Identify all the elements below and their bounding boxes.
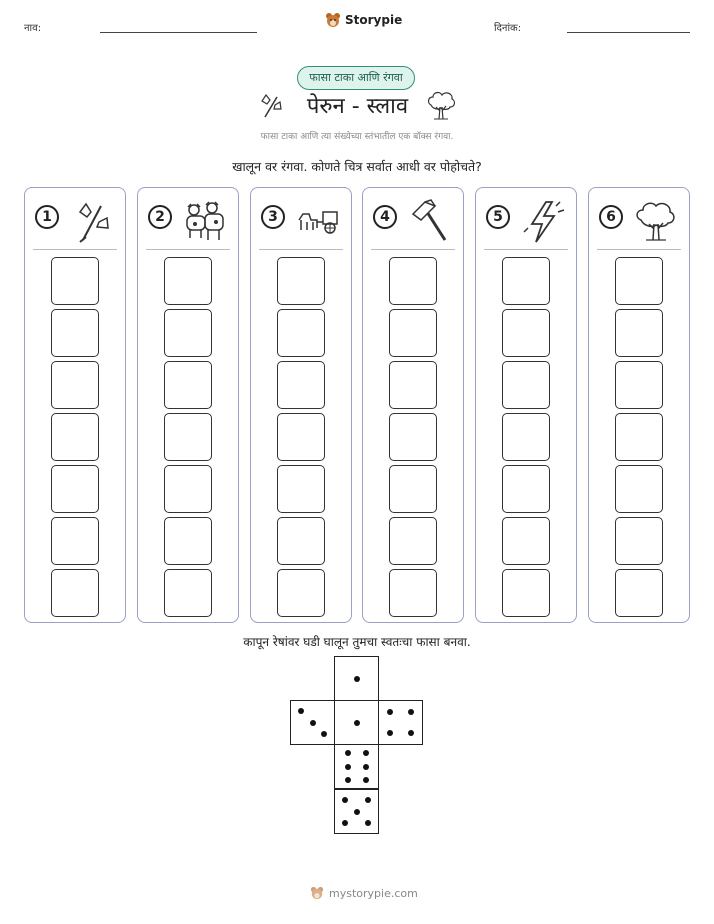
die-face-top xyxy=(334,656,379,701)
color-box[interactable] xyxy=(615,413,663,461)
column-6 xyxy=(588,187,690,623)
bear-logo-icon xyxy=(325,12,341,28)
die-pip xyxy=(363,764,369,770)
color-box[interactable] xyxy=(51,465,99,513)
die-pip xyxy=(298,708,304,714)
color-box[interactable] xyxy=(502,413,550,461)
color-box[interactable] xyxy=(51,309,99,357)
color-box[interactable] xyxy=(51,413,99,461)
color-box[interactable] xyxy=(502,569,550,617)
die-pip xyxy=(321,731,327,737)
storypie-logo xyxy=(325,12,402,28)
die-pip xyxy=(342,797,348,803)
die-face-left xyxy=(290,700,335,745)
column-2 xyxy=(137,187,239,623)
activity-pill: फासा टाका आणि रंगवा xyxy=(297,66,415,90)
die-pip xyxy=(345,764,351,770)
name-label: नाव: xyxy=(24,23,42,34)
color-box[interactable] xyxy=(164,257,212,305)
die-pip xyxy=(365,797,371,803)
page-title: पेरुन - स्लाव xyxy=(306,94,409,119)
oak-tree-icon xyxy=(425,89,457,121)
color-box[interactable] xyxy=(502,361,550,409)
color-box[interactable] xyxy=(502,309,550,357)
column-divider xyxy=(371,249,455,250)
column-number: 3 xyxy=(261,205,285,229)
die-pip xyxy=(354,720,360,726)
column-divider xyxy=(259,249,343,250)
subtitle: फासा टाका आणि त्या संख्येच्या स्तंभातील एक बॉक्स रंगवा. xyxy=(260,132,454,142)
color-box[interactable] xyxy=(277,361,325,409)
date-label: दिनांक: xyxy=(494,23,522,34)
column-3 xyxy=(250,187,352,623)
color-box[interactable] xyxy=(502,465,550,513)
column-divider xyxy=(33,249,117,250)
lightning-icon xyxy=(520,198,566,244)
color-box[interactable] xyxy=(164,465,212,513)
color-box[interactable] xyxy=(164,569,212,617)
die-pip xyxy=(310,720,316,726)
horse-cart-icon xyxy=(295,198,341,244)
color-box[interactable] xyxy=(615,309,663,357)
die-pip xyxy=(345,750,351,756)
oak-tree-icon xyxy=(633,198,679,244)
color-box[interactable] xyxy=(615,517,663,565)
color-box[interactable] xyxy=(389,465,437,513)
die-pip xyxy=(365,820,371,826)
column-number: 1 xyxy=(35,205,59,229)
color-box[interactable] xyxy=(615,569,663,617)
color-box[interactable] xyxy=(615,361,663,409)
column-divider xyxy=(146,249,230,250)
color-box[interactable] xyxy=(502,517,550,565)
axe-icon xyxy=(69,198,115,244)
die-pip xyxy=(387,730,393,736)
die-pip xyxy=(354,676,360,682)
color-box[interactable] xyxy=(389,569,437,617)
color-box[interactable] xyxy=(164,517,212,565)
die-face-center xyxy=(334,700,379,745)
color-box[interactable] xyxy=(277,413,325,461)
color-box[interactable] xyxy=(277,465,325,513)
column-5 xyxy=(475,187,577,623)
logo-text: Storypie xyxy=(345,13,403,27)
die-face-right xyxy=(378,700,423,745)
color-box[interactable] xyxy=(389,517,437,565)
column-divider xyxy=(597,249,681,250)
question: खालून वर रंगवा. कोणते चित्र सर्वात आधी वर पोहोचते? xyxy=(232,159,482,174)
color-box[interactable] xyxy=(51,361,99,409)
die-pip xyxy=(363,750,369,756)
column-divider xyxy=(484,249,568,250)
color-box[interactable] xyxy=(277,517,325,565)
color-box[interactable] xyxy=(51,517,99,565)
die-face-bottom xyxy=(334,789,379,834)
color-box[interactable] xyxy=(615,257,663,305)
name-line xyxy=(100,32,257,33)
color-box[interactable] xyxy=(389,413,437,461)
color-box[interactable] xyxy=(164,309,212,357)
cut-instruction: कापून रेषांवर घडी घालून तुमचा स्वतःचा फासा बनवा. xyxy=(243,635,471,649)
axe-icon xyxy=(257,92,285,120)
hammer-icon xyxy=(407,198,453,244)
color-box[interactable] xyxy=(51,257,99,305)
footer xyxy=(310,886,418,900)
column-number: 4 xyxy=(373,205,397,229)
die-pip xyxy=(354,809,360,815)
footer-text: mystorypie.com xyxy=(329,886,418,900)
color-box[interactable] xyxy=(51,569,99,617)
column-number: 5 xyxy=(486,205,510,229)
die-pip xyxy=(408,730,414,736)
cattle-icon xyxy=(182,198,228,244)
color-box[interactable] xyxy=(615,465,663,513)
die-face-lower xyxy=(334,744,379,789)
die-pip xyxy=(345,777,351,783)
die-pip xyxy=(387,709,393,715)
color-box[interactable] xyxy=(502,257,550,305)
column-number: 2 xyxy=(148,205,172,229)
color-box[interactable] xyxy=(389,309,437,357)
color-box[interactable] xyxy=(277,569,325,617)
color-box[interactable] xyxy=(389,257,437,305)
bear-logo-icon xyxy=(310,886,324,900)
die-pip xyxy=(408,709,414,715)
date-line xyxy=(567,32,690,33)
column-4 xyxy=(362,187,464,623)
color-box[interactable] xyxy=(389,361,437,409)
color-box[interactable] xyxy=(164,413,212,461)
color-box[interactable] xyxy=(164,361,212,409)
column-1 xyxy=(24,187,126,623)
color-box[interactable] xyxy=(277,309,325,357)
column-number: 6 xyxy=(599,205,623,229)
die-pip xyxy=(363,777,369,783)
die-pip xyxy=(342,820,348,826)
color-box[interactable] xyxy=(277,257,325,305)
